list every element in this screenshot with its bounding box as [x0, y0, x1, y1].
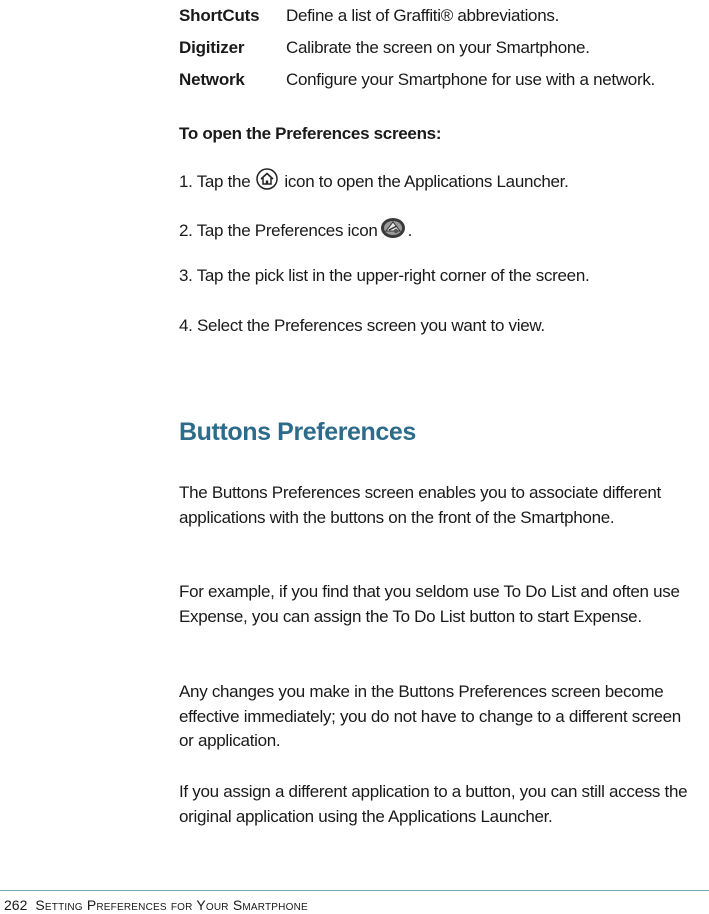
- definition-term: ShortCuts: [179, 6, 260, 25]
- preferences-icon: [380, 217, 406, 244]
- procedure-heading: To open the Preferences screens:: [179, 124, 442, 143]
- definition-term: Digitizer: [179, 38, 245, 57]
- definition-term: Network: [179, 70, 245, 89]
- step-text: icon to open the Applications Launcher.: [284, 171, 569, 191]
- definition-description: Calibrate the screen on your Smartphone.: [286, 38, 590, 57]
- footer-divider: [0, 890, 709, 891]
- definition-description: Define a list of Graffiti® abbreviations.: [286, 6, 559, 25]
- procedure-step-2: [179, 217, 412, 244]
- page-number: 262: [4, 897, 28, 913]
- body-paragraph: For example, if you find that you seldom use To Do List and often use Expense, you can assign the To Do List button to start Expense.: [179, 582, 680, 626]
- section-heading: Buttons Preferences: [179, 418, 416, 446]
- definition-list: [179, 0, 699, 96]
- definition-row: [179, 0, 699, 32]
- procedure-step-4: 4. Select the Preferences screen you want to view.: [179, 316, 545, 335]
- definition-row: [179, 32, 699, 64]
- page-footer: [4, 897, 308, 913]
- body-paragraph: The Buttons Preferences screen enables you to associate different applications with the buttons on the front of the Smartphone.: [179, 483, 661, 527]
- chapter-title: Setting Preferences for Your Smartphone: [35, 897, 308, 913]
- body-paragraph: Any changes you make in the Buttons Preferences screen become effective immediately; you do not have to change to a different screen or application.: [179, 682, 681, 750]
- step-text: 2. Tap the Preferences icon: [179, 220, 378, 240]
- step-text: .: [407, 220, 412, 240]
- definition-description: Configure your Smartphone for use with a network.: [286, 70, 655, 89]
- step-text: 1. Tap the: [179, 171, 251, 191]
- definition-row: [179, 64, 699, 96]
- procedure-step-3: 3. Tap the pick list in the upper-right corner of the screen.: [179, 266, 590, 285]
- body-paragraph: If you assign a different application to a button, you can still access the original application using the Applications Launcher.: [179, 782, 688, 826]
- home-icon: [256, 168, 278, 195]
- procedure-step-1: [179, 168, 569, 195]
